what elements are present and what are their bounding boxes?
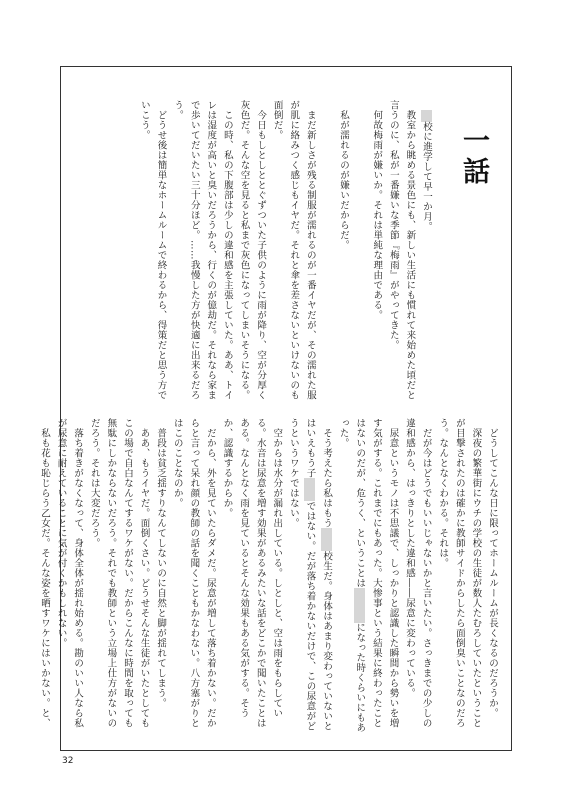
paragraph: 私が濡れるのが嫌いだからだ。 <box>338 110 350 250</box>
paragraph: 何故梅雨が嫌いか。それは単純な理由である。 <box>371 110 383 320</box>
paragraph: ▮校に進学して早一か月。 <box>421 110 432 232</box>
paragraph: 深夜の繁華街にウチの学校の生徒が数人たむろしていたということが目撃されたのは確かに教師サイドからしたら面倒臭いことなのだろう。なんとなくわかる。それは。 <box>437 418 482 728</box>
redaction-mark: ▮▮ <box>304 478 316 501</box>
paragraph: どうせ後は簡単なホームルームで終わるから、得策だと思う方でいこう。 <box>138 100 167 400</box>
paragraph: 今日もしとしととぐずついた子供のように雨が降り、空が分厚く灰色だ。そんな空を見ると私まで灰色になってしまいそうになる。 <box>238 100 267 400</box>
paragraph: 尿意というモノは不思議で、しっかりと認識した瞬間から勢いを増す気がする。これまでにもあった。大惨事という結果に終わったことはないのだが、危うく、ということは▮▮▮になった時くらいにもあった。 <box>337 418 399 733</box>
paragraph: 教室から眺める景色にも、新しい生活にも慣れて来始めた頃だと言うのに、私が一番嫌いな季節『梅雨』がやってきた。 <box>387 100 416 400</box>
paragraph: 普段は貧乏揺すりなんてしないのに自然と脚が揺れてしまう。 <box>155 428 167 708</box>
redaction-mark: ▮▮▮ <box>354 588 366 623</box>
paragraph: そう考えたら私はもう▮▮校生だ。身体はあまり変わっていないとはいえもう子▮▮ではない。だが落ち着かないだけで、この尿意がどうというワケではない。 <box>287 418 333 731</box>
paragraph: ああ、もうイヤだ。面倒くさい。どうせそんな生徒がいたとしてもこの場で自白なんてするワケがない。だからこんなに時間を取っても無駄にしかならないだろう。それでも教師という立場上仕方がないのだろう。それは大変だろう。 <box>88 418 150 728</box>
redaction-mark: ▮▮ <box>321 528 333 551</box>
lower-text-block <box>38 418 500 736</box>
paragraph: だから、外を見ていたらダメだ。尿意が増して落ち着かない。だからと言って呆れ顔の教師の話を聞くこともかなわない。八方塞がりとはこのことなのか。 <box>171 418 216 728</box>
paragraph: 私も花も恥じらう乙女だ。そんな姿を晒すワケにはいかない。と、 <box>38 428 50 728</box>
paragraph: だが今はどうでもいいじゃないかと言いたい。さっきまでの少しの違和感から、はっきりとした違和感――尿意に変わっている。 <box>404 418 432 728</box>
redaction-mark: ▮ <box>421 110 432 122</box>
paragraph: 空からは水分が漏れ出している。しとしと、空は雨をもらしている。水音は尿意を増す効果があるみたいな話をどこかで聞いたことはある。なんとなく雨を見ているとそんな効果もある気がする。そうか、認識するからか。 <box>221 418 283 728</box>
paragraph <box>318 100 335 400</box>
paragraph <box>351 100 368 400</box>
paragraph: どうしてこんな日に限ってホームルームが長くなるのだろうか。 <box>487 428 498 718</box>
chapter-title: 一話 <box>458 126 489 188</box>
page-number: 32 <box>62 756 74 766</box>
paragraph: この時、私の下腹部は少しの違和感を主張していた。ああ、トイレは湿度が高いと臭いだろうから、行くのが億劫だ。それなら家まで歩いてだいたい三十分ほど。……我慢した方が快適に出来るだろう。 <box>172 100 233 400</box>
paragraph: まだ新しさが残る制服が濡れるのが一番イヤだが、その濡れた服が肌に絡みつく感じもイヤだ。それと傘を差さないといけないのも面倒だ。 <box>271 100 316 400</box>
paragraph: 落ち着きがなくなって、身体全体が揺れ始める。勘のいい人なら私が尿意に耐えていることに気が付くかもしれない。 <box>55 418 84 728</box>
upper-text-block <box>118 100 434 400</box>
